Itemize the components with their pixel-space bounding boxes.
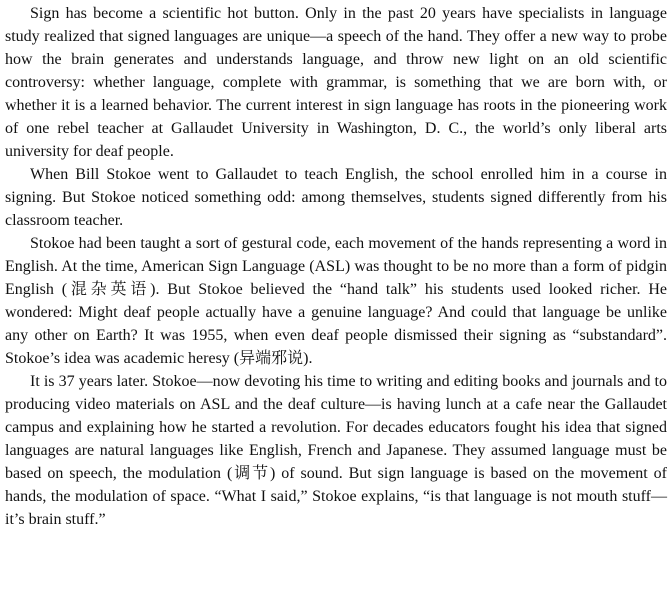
paragraph-4: It is 37 years later. Stokoe—now devoting his time to writing and editing books and journals and to producing video materials on ASL and the deaf culture—is having lunch at a cafe near the Gallaudet campus and explaining how he started a revolution. For decades educators fought his idea that signed languages are natural languages like English, French and Japanese. They assumed language must be based on speech, the modulation (调节) of sound. But sign language is based on the movement of hands, the modulation of space. “What I said,” Stokoe explains, “is that language is not mouth stuff—it’s brain stuff.” bbox=[5, 373, 667, 528]
paragraph-3: Stokoe had been taught a sort of gestural code, each movement of the hands representing a word in English. At the time, American Sign Language (ASL) was thought to be no more than a form of pidgin English (混杂英语). But Stokoe believed the “hand talk” his students used looked richer. He wondered: Might deaf people actually have a genuine language? And could that language be unlike any other on Earth? It was 1955, when even deaf people dismissed their signing as “substandard”. Stokoe’s idea was academic heresy (异端邪说). bbox=[5, 235, 667, 367]
paragraph-1: Sign has become a scientific hot button. Only in the past 20 years have specialists in language study realized that signed languages are unique—a speech of the hand. They offer a new way to probe how the brain generates and understands language, and throw new light on an old scientific controversy: whether language, complete with grammar, is something that we are born with, or whether it is a learned behavior. The current interest in sign language has roots in the pioneering work of one rebel teacher at Gallaudet University in Washington, D. C., the world’s only liberal arts university for deaf people. bbox=[5, 5, 667, 160]
paragraph-2: When Bill Stokoe went to Gallaudet to teach English, the school enrolled him in a course in signing. But Stokoe noticed something odd: among themselves, students signed differently from his classroom teacher. bbox=[5, 166, 667, 229]
